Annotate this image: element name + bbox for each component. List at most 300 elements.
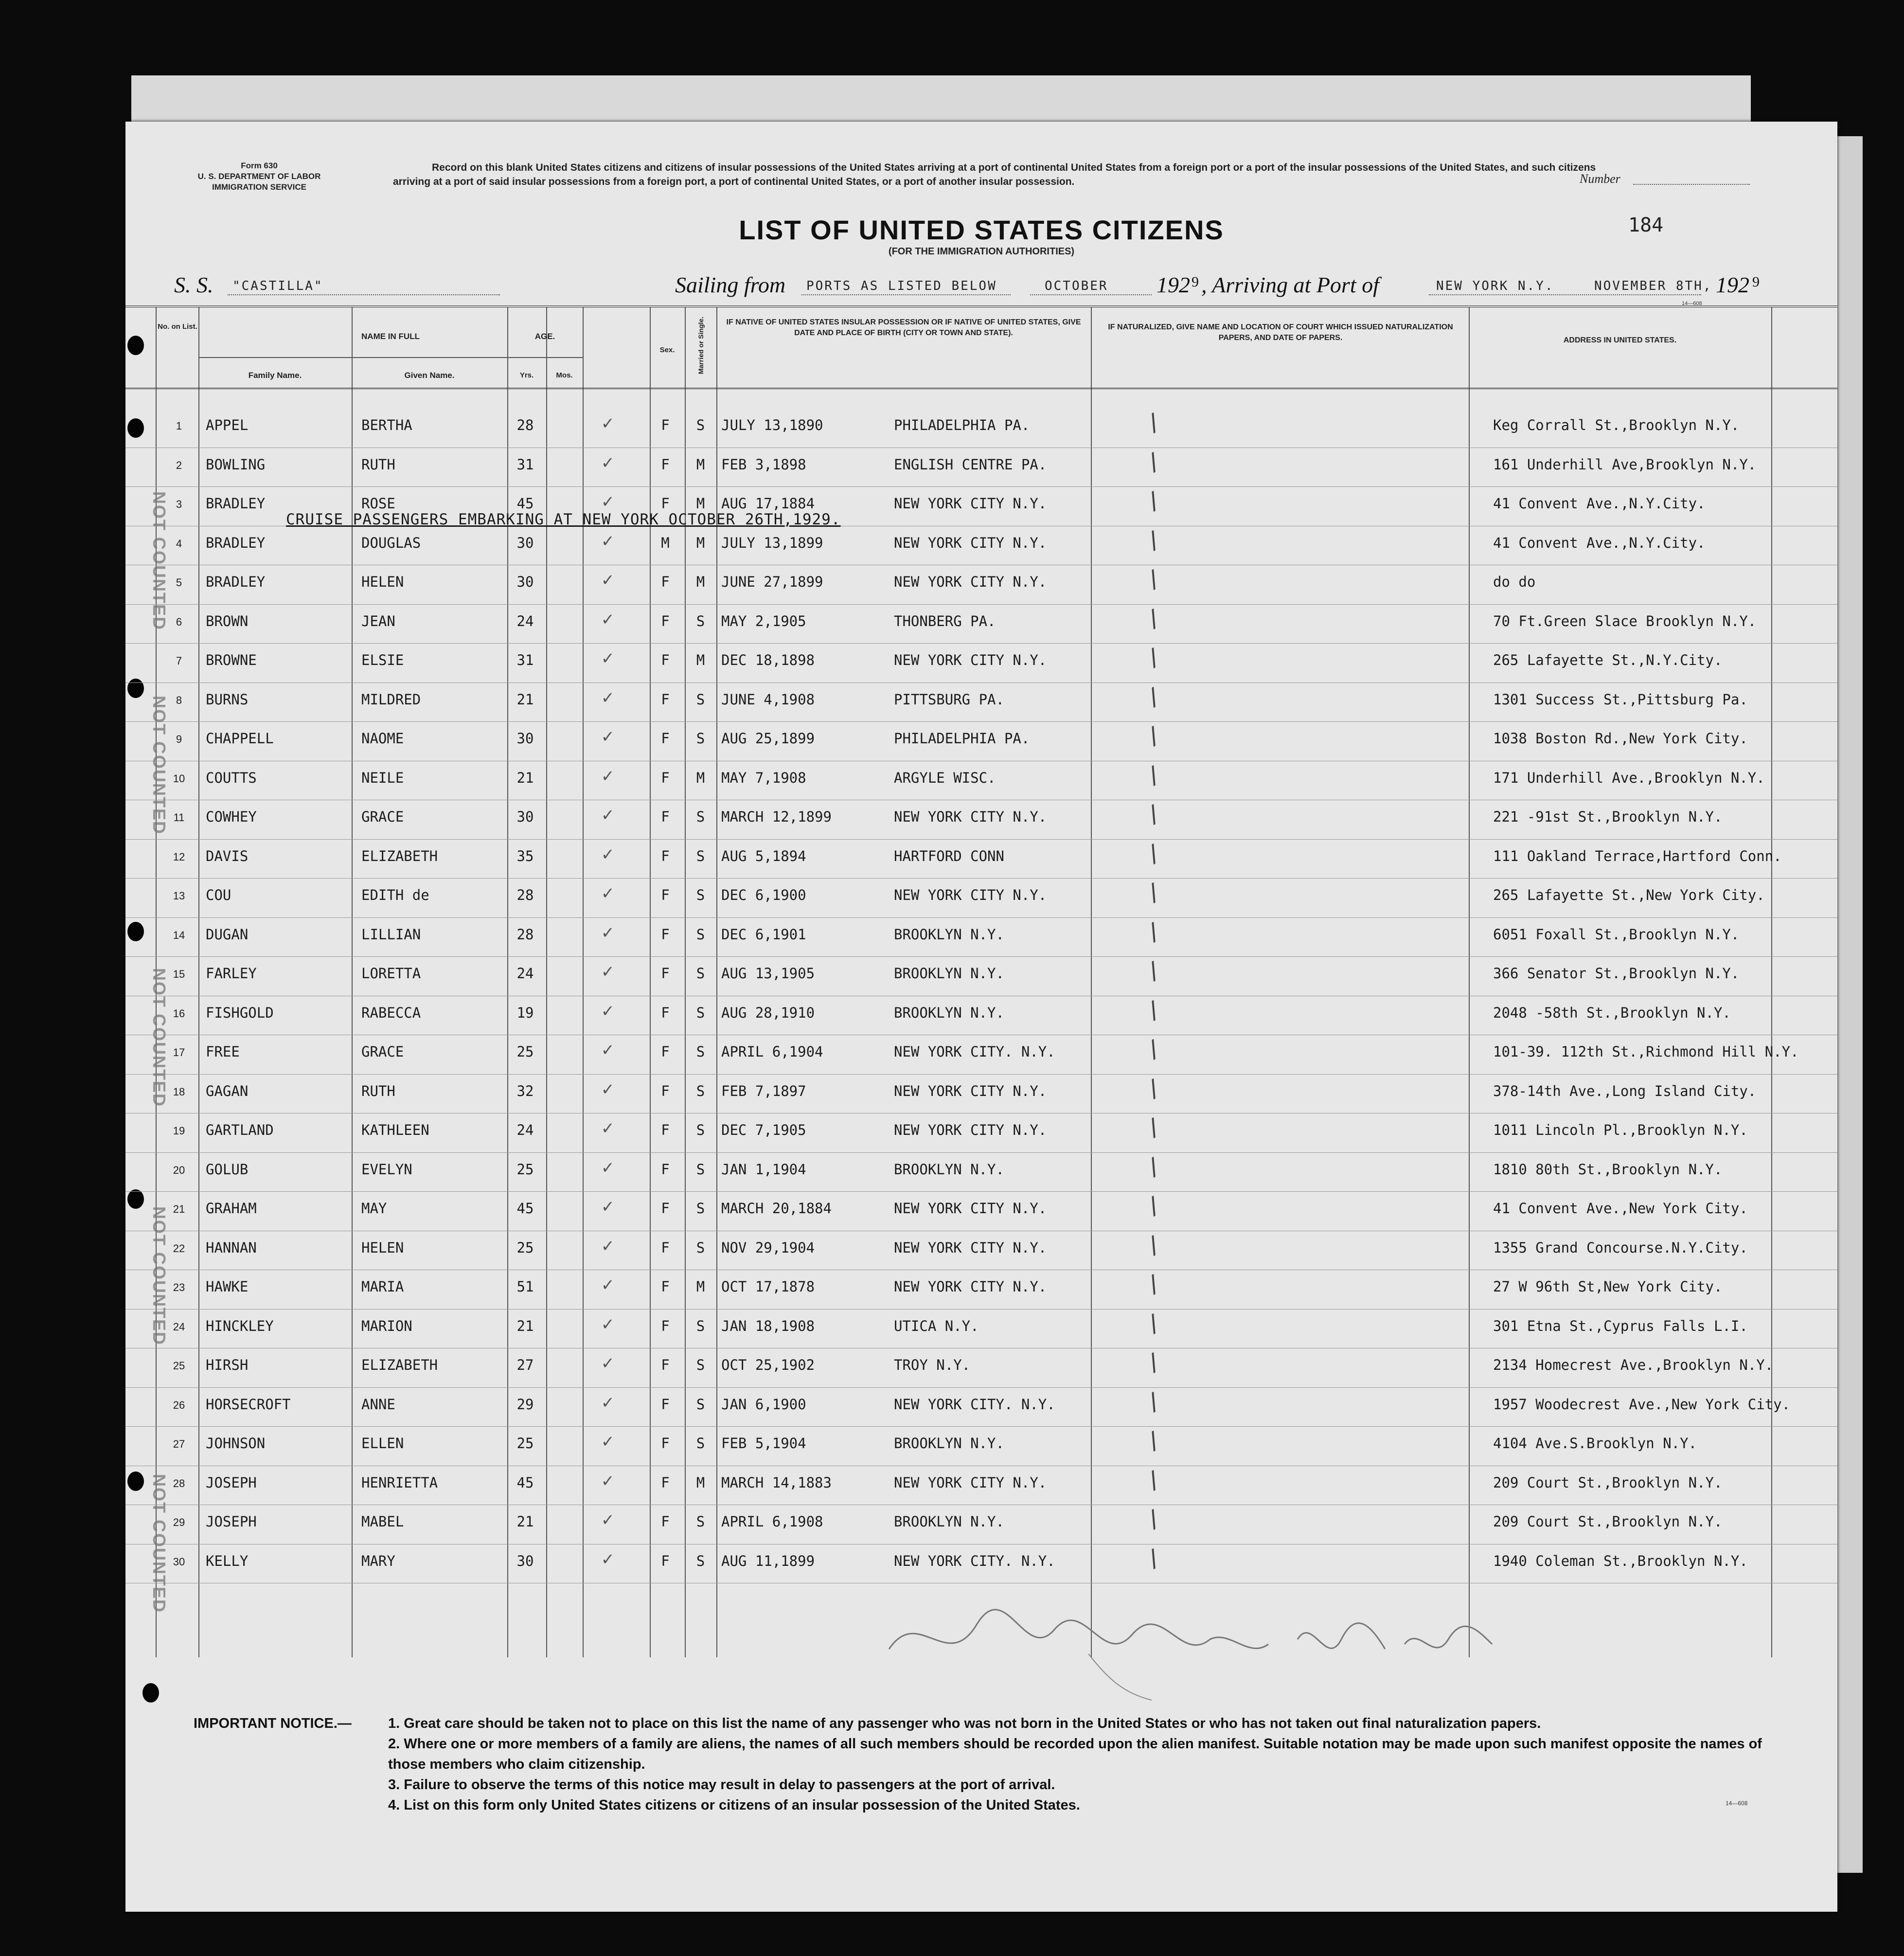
birth-date: AUG 13,1905 <box>721 965 815 982</box>
notice-item: 3. Failure to observe the terms of this notice may result in delay to passengers at the port of arrival. <box>388 1777 1055 1793</box>
birth-date: AUG 17,1884 <box>721 495 815 512</box>
us-address: 265 Lafayette St.,N.Y.City. <box>1493 652 1723 668</box>
ss-label: S. S. <box>174 272 214 297</box>
family-name: HINCKLEY <box>206 1317 274 1334</box>
sex: F <box>661 1004 670 1021</box>
table-row <box>125 1189 1837 1228</box>
checkmark-icon: ✓ <box>602 960 613 982</box>
checkmark-icon: ✓ <box>602 1156 613 1178</box>
row-number: 21 <box>173 1203 185 1215</box>
us-address: 301 Etna St.,Cyprus Falls L.I. <box>1493 1317 1748 1334</box>
marital-status: S <box>696 612 705 629</box>
given-name: ELSIE <box>361 652 404 668</box>
sailing-from: PORTS AS LISTED BELOW <box>806 279 997 293</box>
family-name: COUTTS <box>206 769 257 786</box>
us-address: 41 Convent Ave.,New York City. <box>1493 1200 1748 1217</box>
marital-status: S <box>696 887 705 903</box>
us-address: 161 Underhill Ave,Brooklyn N.Y. <box>1493 456 1757 473</box>
sex: F <box>661 1474 670 1491</box>
sex: F <box>661 1513 670 1530</box>
family-name: HORSECROFT <box>206 1396 291 1413</box>
birth-date: AUG 11,1899 <box>721 1552 815 1569</box>
given-name: GRACE <box>361 808 404 825</box>
us-address: do do <box>1493 574 1536 590</box>
birth-place: BROOKLYN N.Y. <box>894 1435 1004 1452</box>
birth-date: JUNE 4,1908 <box>721 691 815 708</box>
given-name: MARION <box>361 1317 412 1334</box>
marital-status: M <box>696 534 705 551</box>
inspector-signature <box>879 1596 1560 1717</box>
age-years: 35 <box>516 847 534 864</box>
marital-status: S <box>696 1200 705 1217</box>
birth-place: ARGYLE WISC. <box>894 769 996 786</box>
checkmark-icon: ✓ <box>602 569 613 590</box>
col-mos-header: Mos. <box>556 371 573 379</box>
given-name: GRACE <box>361 1043 404 1060</box>
given-name: HELEN <box>361 1239 404 1256</box>
tick-mark-icon: / <box>1141 1034 1166 1064</box>
birth-place: UTICA N.Y. <box>894 1317 979 1334</box>
age-years: 24 <box>516 612 534 629</box>
table-row <box>125 446 1837 485</box>
marital-status: M <box>696 574 705 590</box>
marital-status: M <box>696 1278 705 1295</box>
notice-item: 2. Where one or more members of a family are aliens, the names of all such members should be recorded upon the alien manifest. Suitable notation may be made upon such manifest opposite the names of those members who claim citizenship. <box>388 1736 1762 1772</box>
birth-place: NEW YORK CITY N.Y. <box>894 808 1047 825</box>
birth-date: DEC 6,1900 <box>721 887 806 903</box>
notice-item: 1. Great care should be taken not to place on this list the name of any passenger who was not born in the United States or who has not taken out final naturalization papers. <box>388 1716 1541 1731</box>
table-row <box>125 1150 1837 1189</box>
sex: F <box>661 965 670 982</box>
age-years: 21 <box>516 691 534 708</box>
age-years: 21 <box>516 1317 534 1334</box>
birth-date: FEB 5,1904 <box>721 1435 806 1452</box>
birth-date: MARCH 14,1883 <box>721 1474 832 1491</box>
birth-date: FEB 3,1898 <box>721 456 806 473</box>
table-row <box>125 1307 1837 1346</box>
given-name: HENRIETTA <box>361 1474 438 1491</box>
family-name: BROWNE <box>206 652 257 668</box>
col-sex-header: Sex. <box>659 346 675 354</box>
table-row <box>125 759 1837 798</box>
us-address: 1355 Grand Concourse.N.Y.City. <box>1493 1239 1748 1256</box>
us-address: 41 Convent Ave.,N.Y.City. <box>1493 495 1706 512</box>
age-years: 28 <box>516 417 534 433</box>
birth-place: BROOKLYN N.Y. <box>894 1161 1004 1178</box>
not-counted-stamp: NOT COUNTED <box>149 968 169 1107</box>
birth-place: PHILADELPHIA PA. <box>894 730 1030 747</box>
sex: F <box>661 1317 670 1334</box>
given-name: EVELYN <box>361 1161 412 1178</box>
row-number: 26 <box>173 1399 185 1411</box>
birth-place: ENGLISH CENTRE PA. <box>894 456 1047 473</box>
given-name: ELIZABETH <box>361 1357 438 1373</box>
age-years: 29 <box>516 1396 534 1413</box>
tick-mark-icon: / <box>1141 1308 1166 1338</box>
checkmark-icon: ✓ <box>602 725 613 747</box>
table-row <box>125 1229 1837 1268</box>
birth-date: AUG 5,1894 <box>721 847 806 864</box>
tick-mark-icon: / <box>1141 447 1166 476</box>
table-row <box>125 641 1837 680</box>
table-row <box>125 1111 1837 1150</box>
family-name: JOHNSON <box>206 1435 266 1452</box>
col-married-header: Married or Single. <box>697 316 705 375</box>
row-number: 7 <box>176 655 182 667</box>
family-name: BRADLEY <box>206 574 266 590</box>
row-number: 28 <box>173 1477 185 1489</box>
tick-mark-icon: / <box>1141 525 1166 555</box>
row-number: 3 <box>176 498 182 510</box>
sex: F <box>661 495 670 512</box>
marital-status: S <box>696 1317 705 1334</box>
marital-status: S <box>696 808 705 825</box>
row-number: 22 <box>173 1242 185 1255</box>
us-address: 70 Ft.Green Slace Brooklyn N.Y. <box>1493 612 1757 629</box>
given-name: EDITH de <box>361 887 429 903</box>
punch-hole <box>142 1683 159 1703</box>
row-number: 24 <box>173 1320 185 1333</box>
sex: F <box>661 1122 670 1138</box>
col-family-header: Family Name. <box>248 371 302 380</box>
table-row <box>125 915 1837 954</box>
sex: F <box>661 1357 670 1373</box>
table-row <box>125 1424 1837 1463</box>
us-address: 2048 -58th St.,Brooklyn N.Y. <box>1493 1004 1731 1021</box>
checkmark-icon: ✓ <box>602 1430 613 1452</box>
family-name: DUGAN <box>206 926 249 943</box>
not-counted-stamp: NOT COUNTED <box>149 1474 169 1613</box>
checkmark-icon: ✓ <box>602 999 613 1021</box>
birth-place: NEW YORK CITY. N.Y. <box>894 1552 1055 1569</box>
marital-status: M <box>696 456 705 473</box>
month-underline <box>1030 294 1152 295</box>
table-row <box>125 876 1837 915</box>
marital-status: S <box>696 1435 705 1452</box>
birth-date: JAN 6,1900 <box>721 1396 806 1413</box>
table-row <box>125 1503 1837 1542</box>
tick-mark-icon: / <box>1141 603 1166 633</box>
tick-mark-icon: / <box>1141 1347 1166 1377</box>
tick-mark-icon: / <box>1141 916 1166 946</box>
marital-status: S <box>696 1122 705 1138</box>
row-number: 23 <box>173 1281 185 1293</box>
given-name: ELIZABETH <box>361 847 438 864</box>
us-address: 27 W 96th St,New York City. <box>1493 1278 1723 1295</box>
us-address: 1301 Success St.,Pittsburg Pa. <box>1493 691 1748 708</box>
col-naturalized-header: IF NATURALIZED, GIVE NAME AND LOCATION OF COURT WHICH ISSUED NATURALIZATION PAPERS, AND DATE OF PAPERS. <box>1108 323 1453 342</box>
family-name: BRADLEY <box>206 495 266 512</box>
family-name: HIRSH <box>206 1357 249 1373</box>
family-name: FISHGOLD <box>206 1004 274 1021</box>
us-address: 171 Underhill Ave.,Brooklyn N.Y. <box>1493 769 1765 786</box>
family-name: GOLUB <box>206 1161 249 1178</box>
sex: F <box>661 691 670 708</box>
birth-place: BROOKLYN N.Y. <box>894 926 1004 943</box>
row-number: 11 <box>173 811 185 824</box>
form-code: 14—608 <box>1726 1800 1748 1807</box>
given-name: LILLIAN <box>361 926 421 943</box>
age-years: 45 <box>516 495 534 512</box>
tick-mark-icon: / <box>1141 1269 1166 1299</box>
row-number: 14 <box>173 929 185 941</box>
birth-place: PHILADELPHIA PA. <box>894 417 1030 433</box>
given-name: NAOME <box>361 730 404 747</box>
tick-mark-icon: / <box>1141 1230 1166 1259</box>
ship-name: "CASTILLA" <box>232 279 323 293</box>
service: IMMIGRATION SERVICE <box>212 182 306 192</box>
table-row <box>125 798 1837 837</box>
notice-title: IMPORTANT NOTICE.— <box>194 1716 352 1731</box>
voyage-line <box>174 270 1828 299</box>
sex: F <box>661 1435 670 1452</box>
given-name: RABECCA <box>361 1004 421 1021</box>
sailing-underline <box>801 294 1011 295</box>
row-number: 4 <box>176 537 182 550</box>
age-years: 27 <box>516 1357 534 1373</box>
family-name: APPEL <box>206 417 249 433</box>
age-years: 21 <box>516 1513 534 1530</box>
table-row <box>125 1542 1837 1581</box>
number-label: Number <box>1580 172 1620 186</box>
col-age-header: AGE. <box>534 332 555 341</box>
us-address: 41 Convent Ave.,N.Y.City. <box>1493 534 1706 551</box>
us-address: 1940 Coleman St.,Brooklyn N.Y. <box>1493 1552 1748 1569</box>
checkmark-icon: ✓ <box>602 490 613 512</box>
col-yrs-header: Yrs. <box>519 371 534 379</box>
sailing-label: Sailing from <box>675 272 786 297</box>
marital-status: S <box>696 691 705 708</box>
family-name: FARLEY <box>206 965 257 982</box>
tick-mark-icon: / <box>1141 1543 1166 1573</box>
sail-month: OCTOBER <box>1045 279 1108 293</box>
birth-place: NEW YORK CITY N.Y. <box>894 887 1047 903</box>
row-number: 16 <box>173 1007 185 1020</box>
row-number: 25 <box>173 1360 185 1372</box>
marital-status: S <box>696 1082 705 1099</box>
checkmark-icon: ✓ <box>602 1391 613 1413</box>
family-name: BRADLEY <box>206 534 266 551</box>
birth-date: AUG 25,1899 <box>721 730 815 747</box>
age-years: 25 <box>516 1239 534 1256</box>
table-row <box>125 524 1837 563</box>
sex: F <box>661 1278 670 1295</box>
tick-mark-icon: / <box>1141 838 1166 868</box>
given-name: ANNE <box>361 1396 395 1413</box>
page-title: LIST OF UNITED STATES CITIZENS <box>739 215 1224 245</box>
birth-place: THONBERG PA. <box>894 612 996 629</box>
age-years: 30 <box>516 730 534 747</box>
tick-mark-icon: / <box>1141 564 1166 594</box>
us-address: 209 Court St.,Brooklyn N.Y. <box>1493 1474 1723 1491</box>
us-address: 209 Court St.,Brooklyn N.Y. <box>1493 1513 1723 1530</box>
age-years: 28 <box>516 926 534 943</box>
checkmark-icon: ✓ <box>602 686 613 708</box>
page-number: 184 <box>1628 214 1664 236</box>
birth-place: NEW YORK CITY N.Y. <box>894 495 1047 512</box>
checkmark-icon: ✓ <box>602 1312 613 1334</box>
birth-place: NEW YORK CITY N.Y. <box>894 1239 1047 1256</box>
birth-date: OCT 17,1878 <box>721 1278 815 1295</box>
sail-year-prefix: 192 <box>1157 272 1190 297</box>
checkmark-icon: ✓ <box>602 1274 613 1295</box>
form-number: Form 630 <box>241 161 278 170</box>
row-number: 5 <box>176 576 182 589</box>
col-birth-header: IF NATIVE OF UNITED STATES INSULAR POSSESSION OR IF NATIVE OF UNITED STATES, GIVE DATE AND PLACE OF BIRTH (CITY OR TOWN AND STATE). <box>726 318 1081 337</box>
birth-place: NEW YORK CITY. N.Y. <box>894 1043 1055 1060</box>
marital-status: S <box>696 417 705 433</box>
page-subtitle: (FOR THE IMMIGRATION AUTHORITIES) <box>888 246 1075 257</box>
row-number: 1 <box>176 420 182 432</box>
birth-date: FEB 7,1897 <box>721 1082 806 1099</box>
marital-status: S <box>696 1043 705 1060</box>
sex: F <box>661 1043 670 1060</box>
age-years: 19 <box>516 1004 534 1021</box>
row-number: 15 <box>173 968 185 980</box>
age-years: 31 <box>516 652 534 668</box>
tick-mark-icon: / <box>1141 1151 1166 1181</box>
birth-date: DEC 7,1905 <box>721 1122 806 1138</box>
section-heading: CRUISE PASSENGERS EMBARKING AT NEW YORK OCTOBER 26TH,1929. <box>286 511 841 528</box>
marital-status: S <box>696 847 705 864</box>
sex: F <box>661 574 670 590</box>
tick-mark-icon: / <box>1141 955 1166 986</box>
family-name: GRAHAM <box>206 1200 257 1217</box>
us-address: 111 Oakland Terrace,Hartford Conn. <box>1493 847 1782 864</box>
birth-place: NEW YORK CITY N.Y. <box>894 1278 1047 1295</box>
col-address-header: ADDRESS IN UNITED STATES. <box>1563 336 1677 344</box>
us-address: 1011 Lincoln Pl.,Brooklyn N.Y. <box>1493 1122 1748 1138</box>
tick-mark-icon: / <box>1141 1112 1166 1142</box>
sex: F <box>661 926 670 943</box>
checkmark-icon: ✓ <box>602 804 613 825</box>
given-name: RUTH <box>361 1082 395 1099</box>
birth-place: NEW YORK CITY N.Y. <box>894 574 1047 590</box>
family-name: GAGAN <box>206 1082 249 1099</box>
tick-mark-icon: / <box>1141 682 1166 711</box>
family-name: HANNAN <box>206 1239 257 1256</box>
us-address: 1038 Boston Rd.,New York City. <box>1493 730 1748 747</box>
age-years: 25 <box>516 1161 534 1178</box>
sex: F <box>661 730 670 747</box>
us-address: 378-14th Ave.,Long Island City. <box>1493 1082 1757 1099</box>
birth-date: APRIL 6,1908 <box>721 1513 823 1530</box>
birth-date: MAY 2,1905 <box>721 612 806 629</box>
row-number: 27 <box>173 1438 185 1450</box>
sex: F <box>661 1200 670 1217</box>
checkmark-icon: ✓ <box>602 1352 613 1373</box>
birth-date: OCT 25,1902 <box>721 1357 815 1373</box>
family-name: GARTLAND <box>206 1122 274 1138</box>
tick-mark-icon: / <box>1141 760 1166 790</box>
birth-place: PITTSBURG PA. <box>894 691 1004 708</box>
family-name: JOSEPH <box>206 1474 257 1491</box>
us-address: 366 Senator St.,Brooklyn N.Y. <box>1493 965 1740 982</box>
marital-status: S <box>696 1357 705 1373</box>
col-name-header: NAME IN FULL <box>361 332 420 341</box>
marital-status: M <box>696 769 705 786</box>
age-years: 30 <box>516 808 534 825</box>
birth-date: AUG 28,1910 <box>721 1004 815 1021</box>
sex: F <box>661 1239 670 1256</box>
sex: F <box>661 769 670 786</box>
row-number: 8 <box>176 694 182 706</box>
family-name: BOWLING <box>206 456 266 473</box>
given-name: MABEL <box>361 1513 404 1530</box>
tick-mark-icon: / <box>1141 877 1166 907</box>
row-number: 12 <box>173 850 185 863</box>
department: U. S. DEPARTMENT OF LABOR <box>197 172 321 181</box>
sex: F <box>661 1161 670 1178</box>
row-number: 9 <box>176 733 182 745</box>
sex: F <box>661 1552 670 1569</box>
notice-list <box>388 1713 1798 1815</box>
given-name: MILDRED <box>361 691 421 708</box>
print-code: 14—608 <box>1682 301 1702 306</box>
row-number: 6 <box>176 615 182 628</box>
us-address: Keg Corrall St.,Brooklyn N.Y. <box>1493 417 1740 433</box>
notice-item: 4. List on this form only United States citizens or citizens of an insular possession of the United States. <box>388 1797 1080 1813</box>
age-years: 31 <box>516 456 534 473</box>
checkmark-icon: ✓ <box>602 1469 613 1491</box>
birth-date: MARCH 12,1899 <box>721 808 832 825</box>
birth-date: APRIL 6,1904 <box>721 1043 823 1060</box>
table-row <box>125 1268 1837 1307</box>
checkmark-icon: ✓ <box>602 1234 613 1256</box>
family-name: COWHEY <box>206 808 257 825</box>
age-years: 24 <box>516 965 534 982</box>
checkmark-icon: ✓ <box>602 608 613 629</box>
us-address: 6051 Foxall St.,Brooklyn N.Y. <box>1493 926 1740 943</box>
table-row <box>125 485 1837 523</box>
us-address: 101-39. 112th St.,Richmond Hill N.Y. <box>1493 1043 1799 1060</box>
us-address: 265 Lafayette St.,New York City. <box>1493 887 1765 903</box>
table-row <box>125 1464 1837 1503</box>
birth-date: JUNE 27,1899 <box>721 574 823 590</box>
arrival-underline <box>1429 294 1701 295</box>
row-number: 20 <box>173 1164 185 1176</box>
birth-date: NOV 29,1904 <box>721 1239 815 1256</box>
checkmark-icon: ✓ <box>602 843 613 864</box>
sex: F <box>661 652 670 668</box>
us-address: 1957 Woodecrest Ave.,New York City. <box>1493 1396 1791 1413</box>
checkmark-icon: ✓ <box>602 412 613 433</box>
checkmark-icon: ✓ <box>602 1077 613 1099</box>
given-name: MAY <box>361 1200 387 1217</box>
ship-underline <box>228 294 500 295</box>
row-number: 10 <box>173 772 185 785</box>
given-name: MARY <box>361 1552 395 1569</box>
checkmark-icon: ✓ <box>602 921 613 943</box>
marital-status: S <box>696 965 705 982</box>
sex: F <box>661 1396 670 1413</box>
birth-date: MARCH 20,1884 <box>721 1200 832 1217</box>
age-years: 45 <box>516 1200 534 1217</box>
birth-place: NEW YORK CITY. N.Y. <box>894 1396 1055 1413</box>
arrival-year-prefix: 192 <box>1716 272 1749 297</box>
birth-date: JULY 13,1899 <box>721 534 823 551</box>
checkmark-icon: ✓ <box>602 1195 613 1217</box>
birth-place: NEW YORK CITY N.Y. <box>894 1082 1047 1099</box>
sex: F <box>661 1082 670 1099</box>
arriving-label: , Arriving at Port of <box>1201 272 1379 297</box>
table-row <box>125 563 1837 602</box>
age-years: 30 <box>516 1552 534 1569</box>
birth-date: DEC 18,1898 <box>721 652 815 668</box>
sex: M <box>661 534 670 551</box>
sex: F <box>661 808 670 825</box>
given-name: ROSE <box>361 495 395 512</box>
